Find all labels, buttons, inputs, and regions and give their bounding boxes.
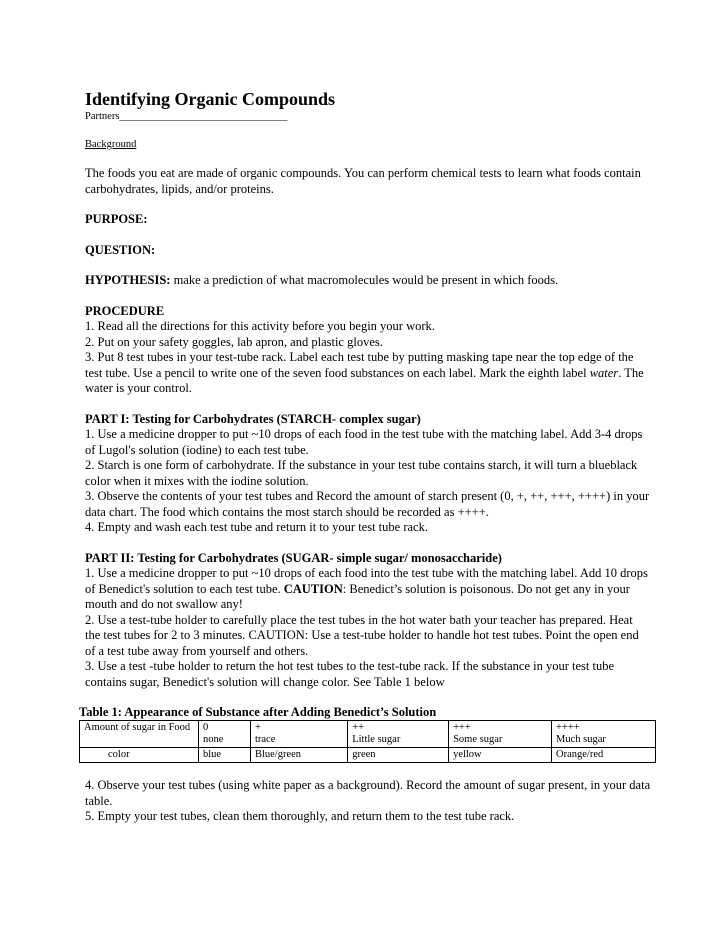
amount-symbol: 0 — [203, 722, 209, 733]
page-title: Identifying Organic Compounds — [85, 89, 336, 109]
amount-symbol: ++ — [352, 722, 365, 733]
table-row — [80, 748, 656, 763]
part1-step: 2. Starch is one form of carbohydrate. If the substance in your test tube contains starch, it will turn a blueblack color when it mixes with the iodine solution. — [85, 458, 638, 488]
procedure-step: 1. Read all the directions for this activity before you begin your work. — [85, 319, 435, 333]
part2-step-1-end: : Benedict’s solution is poisonous. Do not get any in your mouth and do not swallow any! — [85, 581, 630, 611]
procedure-step-3-text: 3. Put 8 test tubes in your test-tube rack. Label each test tube by putting masking tape near the top edge of the test tube. Use a pencil to write one of the seven food substances on each label. Mark the eighth label — [85, 350, 634, 380]
hypothesis-text: make a prediction of what macromolecules would be present in which foods. — [170, 273, 559, 287]
table-cell: Orange/red — [552, 748, 656, 763]
amount-desc: none — [203, 734, 224, 745]
table-cell: yellow — [449, 748, 552, 763]
part1-heading: PART I: Testing for Carbohydrates (STARCH- complex sugar) — [85, 411, 421, 426]
benedict-table — [79, 720, 656, 763]
closing-step: 5. Empty your test tubes, clean them thoroughly, and return them to the test tube rack. — [85, 809, 515, 823]
amount-desc: Little sugar — [352, 734, 401, 745]
question-heading: QUESTION: — [85, 242, 156, 257]
table-cell: blue — [199, 748, 251, 763]
table-cell: Amount of sugar in Food — [80, 721, 199, 748]
water-label: water — [589, 365, 619, 380]
table-cell: Blue/green — [250, 748, 347, 763]
partners-line: Partners________________________________ — [85, 111, 288, 122]
part2-step: 2. Use a test-tube holder to carefully place the test tubes in the hot water bath your teacher has prepared. Heat the test tubes for 2 to 3 minutes. CAUTION: Use a test-tube holder to handle hot test tubes. Point the open end of a test tube away from yourself and others. — [85, 612, 639, 658]
hypothesis-label: HYPOTHESIS: — [85, 273, 171, 287]
table-cell — [250, 721, 347, 748]
procedure-step-3-end: . The water is your control. — [85, 365, 644, 395]
procedure-step-3 — [85, 350, 651, 397]
part2-step: 3. Use a test -tube holder to return the hot test tubes to the test-tube rack. If the substance in your test tube contains sugar, Benedict's solution will change color. See Table 1 below — [85, 659, 615, 689]
procedure-step: 2. Put on your safety goggles, lab apron, and plastic gloves. — [85, 334, 383, 349]
part1-step: 3. Observe the contents of your test tubes and Record the amount of starch present (0, +, ++, +++, ++++) in your data chart. The food which contains the most starch should be recorded as ++++. — [85, 489, 650, 519]
hypothesis-line — [85, 273, 651, 289]
background-text: The foods you eat are made of organic compounds. You can perform chemical tests to learn what foods contain carbohydrates, lipids, and/or proteins. — [85, 166, 641, 196]
table-cell — [552, 721, 656, 748]
table-cell — [199, 721, 251, 748]
amount-desc: Some sugar — [453, 734, 503, 745]
part2-step-1 — [85, 566, 651, 613]
part1-step: 4. Empty and wash each test tube and return it to your test tube rack. — [85, 520, 428, 534]
part2-step-1-text: 1. Use a medicine dropper to put ~10 drops of each food into the test tube with the matching label. Add 10 drops of Benedict's solution to each test tube. — [85, 566, 648, 596]
table1-title: Table 1: Appearance of Substance after Adding Benedict’s Solution — [79, 705, 437, 719]
caution-label: CAUTION — [283, 581, 343, 596]
closing-step: 4. Observe your test tubes (using white paper as a background). Record the amount of sugar present, in your data table. — [85, 778, 651, 808]
table-row — [80, 721, 656, 748]
amount-desc: trace — [254, 734, 276, 745]
table-cell — [348, 721, 449, 748]
amount-symbol: ++++ — [556, 722, 580, 733]
purpose-heading: PURPOSE: — [85, 212, 148, 226]
amount-desc: Much sugar — [556, 734, 606, 745]
amount-symbol: +++ — [453, 722, 471, 733]
document-content — [79, 88, 651, 825]
background-heading: Background — [85, 139, 137, 150]
procedure-heading: PROCEDURE — [85, 303, 165, 318]
table-cell — [449, 721, 552, 748]
part2-heading: PART II: Testing for Carbohydrates (SUGAR- simple sugar/ monosaccharide) — [85, 550, 502, 565]
table-cell: green — [348, 748, 449, 763]
table-cell: color — [80, 748, 199, 763]
amount-symbol: + — [254, 722, 261, 733]
part1-step: 1. Use a medicine dropper to put ~10 drops of each food in the test tube with the matching label. Add 3-4 drops of Lugol's solution (iodine) to each test tube. — [85, 427, 643, 457]
